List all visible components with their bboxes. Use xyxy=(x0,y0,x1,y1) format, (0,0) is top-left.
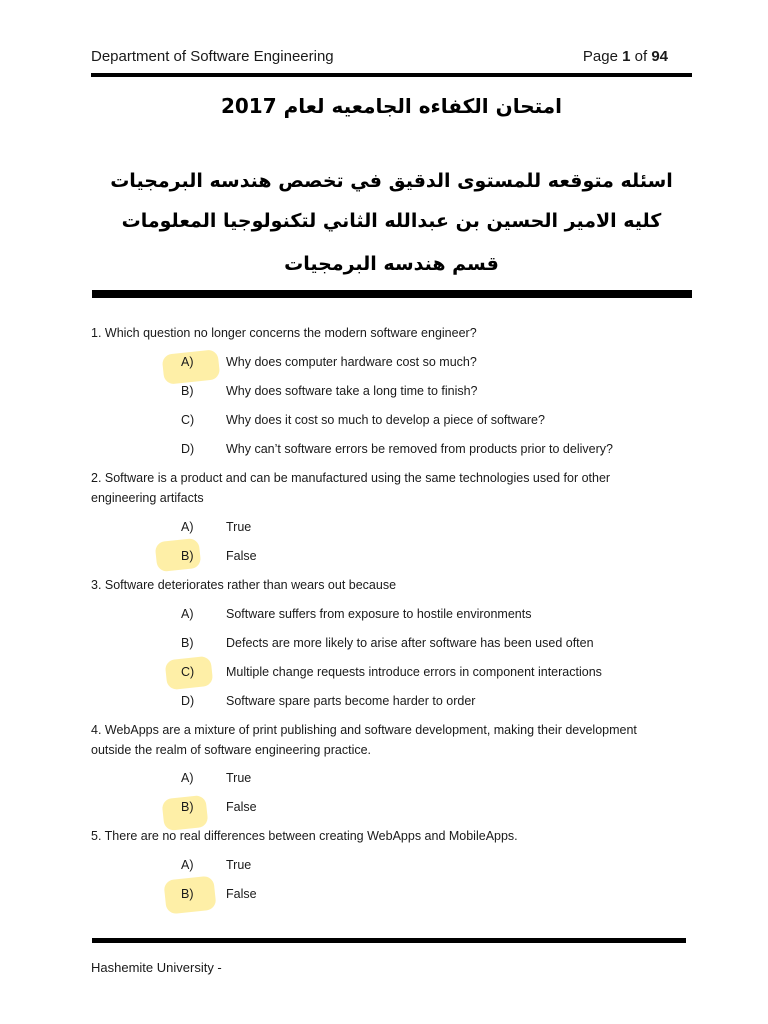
option-letter: B) xyxy=(181,800,194,814)
option-letter: A) xyxy=(181,607,194,621)
option-letter: C) xyxy=(181,665,195,679)
option-letter: D) xyxy=(181,442,195,456)
option-text: Why can’t software errors be removed from products prior to delivery? xyxy=(226,442,613,456)
option-text: Software spare parts become harder to order xyxy=(226,694,476,708)
option-text: True xyxy=(226,858,252,872)
option-letter: A) xyxy=(181,858,194,872)
option-letter: C) xyxy=(181,413,195,427)
option-letter: D) xyxy=(181,694,195,708)
option-letter: B) xyxy=(181,887,194,901)
page-number: Page 1 of 94 xyxy=(582,48,668,65)
option-text: Multiple change requests introduce errors in component interactions xyxy=(226,665,602,679)
footer-rule xyxy=(92,938,686,943)
option-text: Why does computer hardware cost so much? xyxy=(226,355,477,369)
header-rule xyxy=(91,73,692,77)
option-text: Why does it cost so much to develop a piece of software? xyxy=(226,413,545,427)
option-text: Software suffers from exposure to hostile environments xyxy=(226,607,532,621)
option-letter: B) xyxy=(181,549,194,563)
option-text: Defects are more likely to arise after software has been used often xyxy=(226,636,594,650)
option-text: True xyxy=(226,771,252,785)
page-footer: Hashemite University - xyxy=(91,960,222,975)
question-3: 3. Software deteriorates rather than wears out because xyxy=(91,578,397,592)
option-text: False xyxy=(226,549,257,563)
page-header xyxy=(91,48,668,70)
option-text: False xyxy=(226,800,257,814)
option-text: Why does software take a long time to finish? xyxy=(226,384,478,398)
question-2: 2. Software is a product and can be manufactured using the same technologies used for other engineering artifacts xyxy=(91,471,611,505)
option-letter: B) xyxy=(181,636,194,650)
option-letter: A) xyxy=(181,355,194,369)
question-1: 1. Which question no longer concerns the modern software engineer? xyxy=(91,326,477,340)
option-letter: A) xyxy=(181,520,194,534)
subtitle-line-3: قسم هندسه البرمجيات xyxy=(284,253,499,275)
question-5: 5. There are no real differences between creating WebApps and MobileApps. xyxy=(91,829,518,843)
option-letter: A) xyxy=(181,771,194,785)
subtitle-line-2: كليه الامير الحسين بن عبدالله الثاني لتكنولوجيا المعلومات xyxy=(121,210,662,232)
department-name: Department of Software Engineering xyxy=(91,48,334,65)
option-text: True xyxy=(226,520,252,534)
option-text: False xyxy=(226,887,257,901)
answer-highlight xyxy=(155,538,202,572)
subtitle-line-1: اسئله متوقعه للمستوى الدقيق في تخصص هندسه البرمجيات xyxy=(110,170,673,192)
exam-title: امتحان الكفاءه الجامعيه لعام 2017 xyxy=(220,94,563,118)
option-letter: B) xyxy=(181,384,194,398)
question-4: 4. WebApps are a mixture of print publishing and software development, making their development outside the realm of software engineering practice. xyxy=(91,723,637,757)
title-rule xyxy=(92,290,692,298)
